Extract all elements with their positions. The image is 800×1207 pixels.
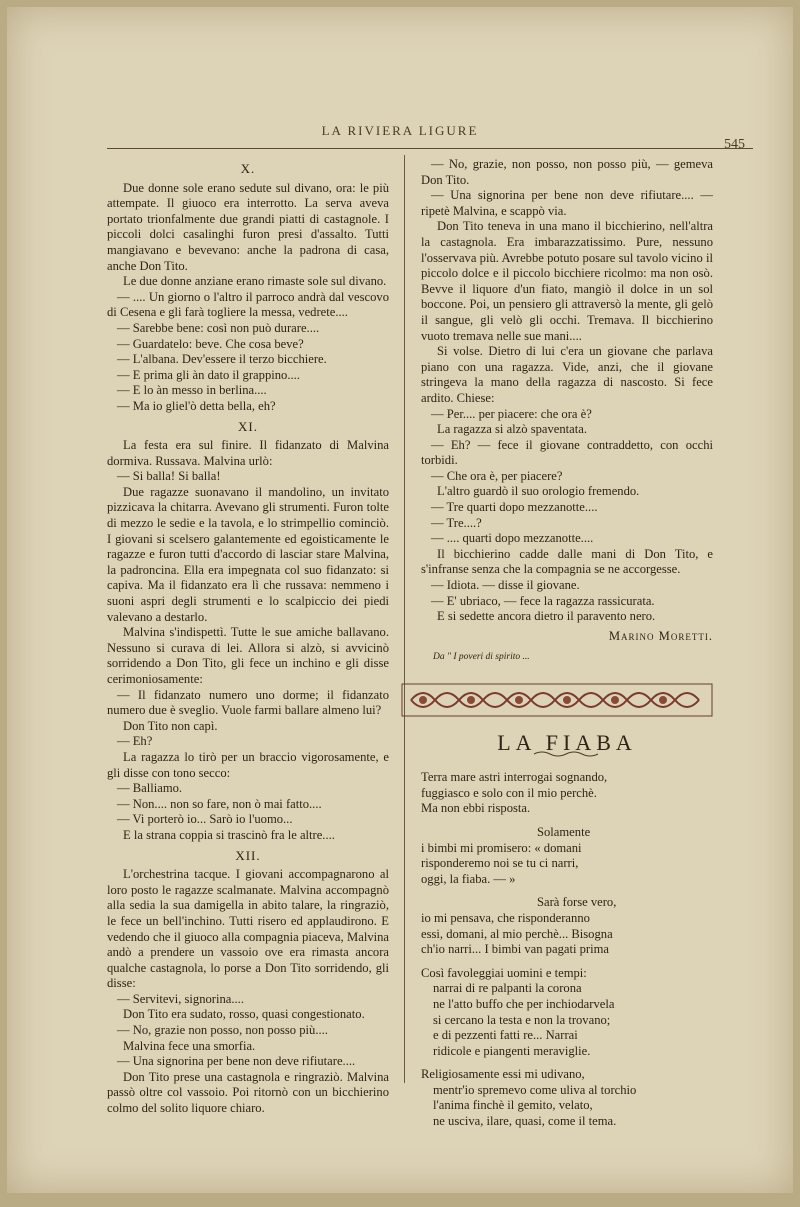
poem-line: ch'io narri... I bimbi van pagati prima [421,942,609,957]
poem-line: io mi pensava, che risponderanno [421,910,590,925]
poem-line: i bimbi mi promisero: « domani [421,840,582,855]
dialogue-line: — Eh? — fece il giovane contraddetto, con occhi torbidi. [421,437,713,468]
poem-title: LA FIABA [497,729,637,755]
dialogue-line: — Idiota. — disse il giovane. [431,578,580,593]
dialogue-line: — Si balla! Si balla! [117,469,221,484]
dialogue-line: — E lo àn messo in berlina.... [117,383,267,398]
poem-line: ne usciva, ilare, quasi, come il tema. [433,1114,617,1129]
poem-stanza [421,895,713,957]
source-citation: Da " I poveri di spirito ... [433,652,530,663]
dialogue-line: — Che ora è, per piacere? [431,468,563,483]
dialogue-line: — .... quarti dopo mezzanotte.... [431,531,594,546]
dialogue-line: — Guardatelo: beve. Che cosa beve? [117,336,304,351]
poem-line: mentr'io spremevo come uliva al torchio [433,1082,637,1097]
paragraph: Don Tito prese una castagnola e ringraziò. Malvina passò oltre col vassoio. Poi ritornò con un bicchierino colmo del solito liquore chiaro. [107,1069,389,1116]
paragraph: Il bicchierino cadde dalle mani di Don Tito, e s'infranse senza che la compagnia se ne accorgesse. [421,546,713,577]
dialogue-line: — .... Un giorno o l'altro il parroco andrà dal vescovo di Cesena e gli farà togliere la messa, vedrete.... [107,289,389,320]
poem-line: Così favoleggiai uomini e tempi: [421,965,587,980]
running-title: LA RIVIERA LIGURE [321,123,479,138]
paragraph: Le due donne anziane erano rimaste sole sul divano. [123,274,387,289]
dialogue-line: — Servitevi, signorina.... [117,991,244,1006]
poem-line: Religiosamente essi mi udivano, [421,1067,585,1082]
dialogue-line: — Eh? [117,734,153,749]
poem-line: Sarà forse vero, [537,895,617,910]
paragraph: L'altro guardò il suo orologio fremendo. [437,484,640,499]
paragraph: Don Tito teneva in una mano il bicchierino, nell'altra la castagnola. Era imbarazzatissimo. Pure, nessuno l'osservava più. Avrebbe potuto posare sul tavolo vicino il piccolo dolce e il piccolo bicchiere ricolmo: ma non osò. Bevve il liquore d'un fiato, mangiò il dolce in un sol boccone. Poi, un pensiero gli attraversò la mente, gli gelò il sangue, gli velò gli occhi. Tremava. Il bicchierino vuoto tremava nelle sue mani.... [421,219,713,343]
paragraph: La ragazza si alzò spaventata. [437,422,587,437]
author-signature: Marino Moretti. [608,628,713,643]
poem-line: oggi, la fiaba. — » [421,871,516,886]
dialogue-line: — Una signorina per bene non deve rifiutare.... — ripetè Malvina, e scappò via. [421,188,713,218]
poem-line: ridicole e piangenti meraviglie. [433,1043,591,1058]
left-column [107,157,389,1117]
poem-line: l'anima finchè il gemito, velato, [433,1098,593,1113]
poem-stanza [421,1067,713,1129]
dialogue-line: — No, grazie, non posso, non posso più, — gemeva Don Tito. [421,157,713,187]
right-column [421,157,713,1138]
dialogue-line: — Non.... non so fare, non ò mai fatto.... [117,796,322,811]
dialogue-line: — Il fidanzato numero uno dorme; il fidanzato numero due è sveglio. Vuole farmi ballare almeno lui? [107,687,389,718]
chapter-heading-x: X. [240,161,256,176]
chapter-heading-xi: XI. [238,418,258,434]
paragraph: L'orchestrina tacque. I giovani accompagnarono al loro posto le ragazze scalmanate. Malvina accompagnò alla sedia la sua damigella in abito talare, la ringraziò, le fece un bell'inchino. Tutti risero ed applaudirono. E vedendo che il giuoco alla compagnia piaceva, Malvina andò a prendere un vassoio ove era rimasta ancora qualche castagnola, lo porse a Don Tito sorridendo, gli disse: [107,867,389,991]
dialogue-line: — Tre....? [431,515,482,530]
header-rule [107,148,753,149]
dialogue-line: — E' ubriaco, — fece la ragazza rassicurata. [431,593,655,608]
paragraph: E si sedette ancora dietro il paravento nero. [437,609,656,624]
poem-stanza [421,825,713,887]
paragraph: La festa era sul finire. Il fidanzato di Malvina dormiva. Russava. Malvina urlò: [107,438,389,468]
poem-line: fuggiasco e solo con il mio perchè. [421,785,597,800]
poem-line: risponderemo noi se tu ci narri, [421,856,579,871]
dialogue-line: — Una signorina per bene non deve rifiutare.... [117,1054,356,1069]
dialogue-line: — Balliamo. [117,781,183,796]
poem-line: Solamente [537,824,591,839]
chapter-heading-xii: XII. [235,847,261,863]
column-divider [404,155,405,1083]
dialogue-line: — Tre quarti dopo mezzanotte.... [431,500,598,515]
poem-line: e di pezzenti fatti re... Narrai [433,1028,578,1043]
decorative-border-ornament [401,680,713,720]
paragraph: Don Tito era sudato, rosso, quasi congestionato. [123,1007,365,1022]
dialogue-line: — E prima gli àn dato il grappino.... [117,367,300,382]
page [7,7,793,1193]
paragraph: Don Tito non capì. [123,718,218,733]
poem-line: essi, domani, al mio perchè... Bisogna [421,926,613,941]
dialogue-line: — L'albana. Dev'essere il terzo bicchiere. [117,352,327,367]
paragraph: Due ragazze suonavano il mandolino, un invitato pizzicava la chitarra. Avevano gli strumenti. Furon tolte di mezzo le sedie e la tavola, e lo strimpellio cominciò. I giovani si scelsero galantemente ed egoisticamente le ragazze e furon tutti d'accordo di lasciar stare Malvina, la padroncina. Ella era impegnata col suo fidanzato: si capiva. Ma il fidanzato era lì che russava: nemmeno i suoni aspri degli strumenti e lo scalpiccio dei piedi valevano a destarlo. [107,484,389,624]
poem-line: Terra mare astri interrogai sognando, [421,770,608,785]
dialogue-line: — Ma io gliel'ò detta bella, eh? [117,398,276,413]
dialogue-line: — Sarebbe bene: così non può durare.... [117,320,320,335]
poem-stanza [421,966,713,1060]
dialogue-line: — Vi porterò io... Sarò io l'uomo... [117,812,293,827]
poem-line: si cercano la testa e non la trovano; [433,1012,611,1027]
page-number: 545 [724,137,745,152]
poem-line: Ma non ebbi risposta. [421,801,531,816]
poem-line: ne l'atto buffo che per inchiodarvela [433,996,615,1011]
paragraph: La ragazza lo tirò per un braccio vigorosamente, e gli disse con tono secco: [107,749,389,780]
dialogue-line: — Per.... per piacere: che ora è? [431,406,592,421]
paragraph: Si volse. Dietro di lui c'era un giovane che parlava piano con una ragazza. Vide, anzi, che il giovane stringeva la mano della ragazza di nascosto. Si fece ardito. Chiese: [421,344,713,405]
dialogue-line: — No, grazie non posso, non posso più.... [117,1023,328,1038]
poem-stanza [421,770,713,817]
paragraph: Malvina fece una smorfia. [123,1038,256,1053]
paragraph: E la strana coppia si trascinò fra le altre.... [123,827,335,842]
paragraph: Malvina s'indispettì. Tutte le sue amiche ballavano. Nessuno si curava di lei. Allora si alzò, si avvicinò sorridendo a Don Tito, gli fece un inchino e gli disse cerimoniosamente: [107,625,389,686]
paragraph: Due donne sole erano sedute sul divano, ora: le più attempate. Il giuoco era interrotto. La serva aveva portato trionfalmente due grandi piatti di castagnole. I piccoli dolci casalinghi furon presi d'assalto. Tutti mangiavano e bevevano: anche la padrona di casa, anche Don Tito. [107,180,389,273]
poem-line: narrai di re palpanti la corona [433,981,582,996]
